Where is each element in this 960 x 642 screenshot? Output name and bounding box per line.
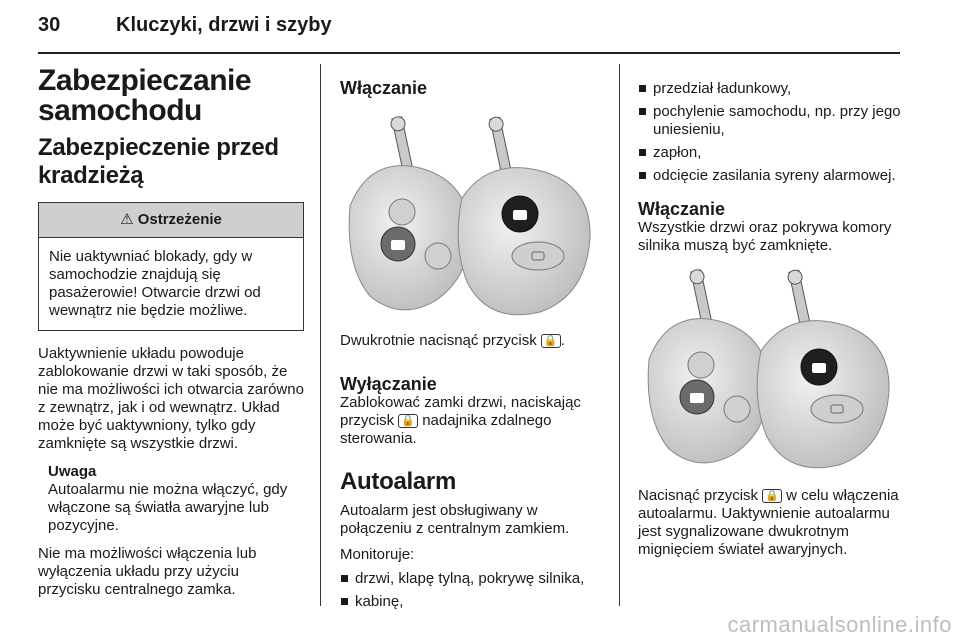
- alarm-caption: [638, 487, 904, 559]
- left-column: [38, 66, 304, 599]
- alarm-caption-end: w celu włączenia autoalarmu. Uaktywnienie autoalarmu jest sygnalizowane dwukrotnym mignięciem świateł awaryjnych.: [638, 487, 899, 558]
- caption-end: .: [560, 332, 565, 349]
- key-fob-illustration-2: [638, 269, 902, 475]
- monitor-label: Monitoruje:: [340, 546, 415, 563]
- warning-triangle-icon: ⚠: [120, 211, 134, 228]
- list-item: drzwi, klapę tylną, pokrywę silnika,: [340, 570, 606, 588]
- list-item: odcięcie zasilania syreny alarmowej.: [638, 167, 904, 185]
- lock-button-icon: 🔒: [398, 414, 418, 428]
- deactivation-text: [340, 394, 606, 448]
- subsection-heading-activation: Włączanie: [340, 78, 428, 98]
- warning-title: Ostrzeżenie: [137, 211, 222, 228]
- note: [38, 463, 304, 535]
- watermark: carmanualsonline.info: [727, 612, 952, 637]
- note-title: Uwaga: [48, 463, 97, 480]
- column-divider-1: [320, 64, 321, 606]
- list-item: kabinę,: [340, 593, 606, 611]
- key-fob-image-2: [638, 269, 902, 475]
- warning-header: [39, 203, 303, 238]
- monitor-list-continued: [638, 80, 904, 185]
- warning-box: [38, 202, 304, 331]
- section-heading: Zabezpieczanie samochodu: [38, 64, 252, 127]
- deactivation-text-start: Zablokować zamki drzwi, naciskając przycisk: [340, 394, 581, 429]
- list-item: pochylenie samochodu, np. przy jego uniesieniu,: [638, 103, 904, 139]
- list-item: przedział ładunkowy,: [638, 80, 904, 98]
- alarm-activation-text: Wszystkie drzwi oraz pokrywa komory silnika muszą być zamknięte.: [638, 219, 892, 254]
- caption-text: Dwukrotnie nacisnąć przycisk: [340, 332, 537, 349]
- autoalarm-text: Autoalarm jest obsługiwany w połączeniu z centralnym zamkiem.: [340, 502, 570, 537]
- section-heading-autoalarm: Autoalarm: [340, 468, 456, 495]
- lock-button-icon: 🔒: [541, 334, 561, 348]
- alarm-caption-start: Nacisnąć przycisk: [638, 487, 759, 504]
- middle-column: [340, 78, 606, 616]
- paragraph: Uaktywnienie układu powoduje zablokowanie drzwi w taki sposób, że nie ma możliwości ich otwarcia zarówno z zewnątrz, jak i od wewnątrz. Układ może być uaktywniony, tylko gdy zamknięte są wszystkie drzwi.: [38, 345, 304, 452]
- list-item: zapłon,: [638, 144, 904, 162]
- paragraph: Nie ma możliwości włączenia lub wyłączenia układu przy użyciu przycisku centralnego zamka.: [38, 545, 257, 598]
- right-column: [638, 80, 904, 559]
- warning-text: Nie uaktywniać blokady, gdy w samochodzie znajdują się pasażerowie! Otwarcie drzwi od wewnątrz nie będzie możliwe.: [49, 248, 261, 319]
- section-subheading: Zabezpieczenie przed kradzieżą: [38, 134, 279, 189]
- monitor-list: [340, 570, 606, 611]
- key-fob-image: [340, 116, 602, 322]
- subsection-heading-deactivation: Wyłączanie: [340, 374, 437, 394]
- subsection-heading-alarm-activation: Włączanie: [638, 199, 726, 219]
- lock-button-icon: 🔒: [762, 489, 782, 503]
- page-header-title: Kluczyki, drzwi i szyby: [116, 14, 332, 36]
- header-divider: [38, 52, 900, 54]
- column-divider-2: [619, 64, 620, 606]
- deactivation-text-end: nadajnika zdalnego sterowania.: [340, 412, 552, 447]
- caption-activation: [340, 332, 606, 350]
- page-number: 30: [38, 14, 61, 36]
- note-text: Autoalarmu nie można włączyć, gdy włączone są światła awaryjne lub pozycyjne.: [48, 481, 288, 534]
- key-fob-illustration: [340, 116, 602, 322]
